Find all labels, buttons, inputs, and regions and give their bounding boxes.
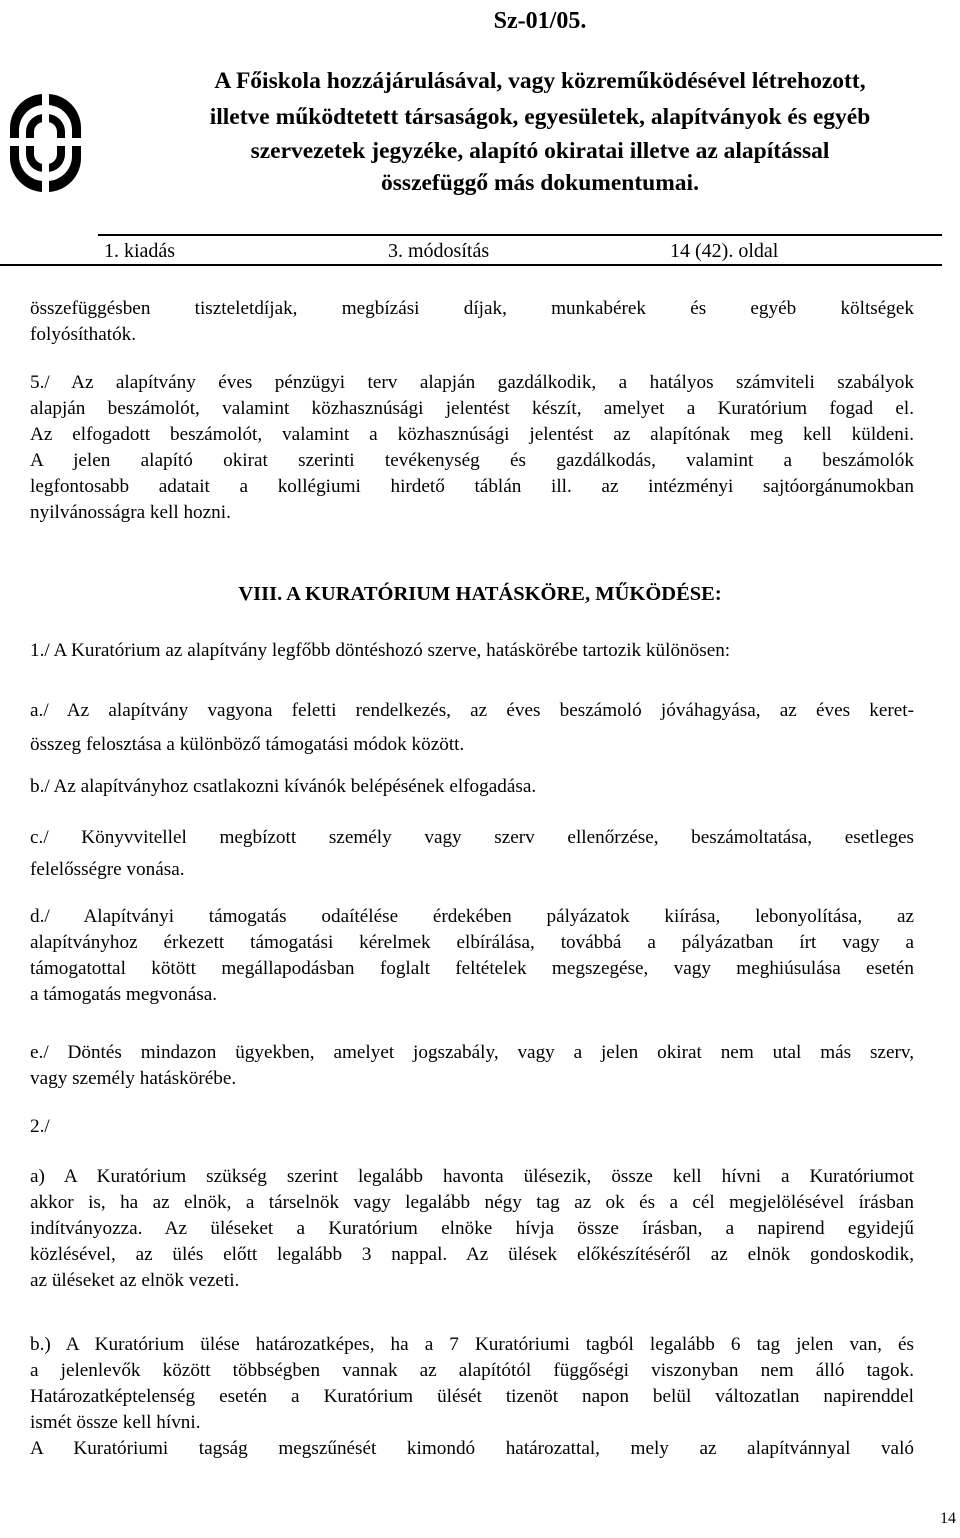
paragraph-1 [30, 638, 914, 664]
header-rule-top [98, 234, 942, 236]
text-line: folyósíthatók. [30, 324, 137, 345]
text-line: A jelen alapító okirat szerinti tevékenység és gazdálkodás, valamint a beszámolók [30, 450, 914, 471]
text-line: b.) A Kuratórium ülése határozatképes, ha a 7 Kuratóriumi tagból legalább 6 tag jelen van, és [30, 1334, 914, 1355]
institution-logo-icon [8, 88, 83, 198]
text-line: a jelenlevők között többségben vannak az alapítótól függőségi viszonyban nem álló tagok. [30, 1360, 914, 1381]
text-line: alapítványhoz érkezett támogatási kérelmek elbírálása, továbbá a pályázatban írt vagy a [30, 932, 914, 953]
text-line: indítványozza. Az üléseket a Kuratórium elnöke hívja össze írásban, a napirend egyidejű [30, 1218, 914, 1239]
item-a [30, 694, 914, 762]
paragraph-2a [30, 1164, 914, 1294]
edition-label: 1. kiadás [104, 240, 176, 262]
item-b [30, 774, 914, 800]
text-line: összefüggésben tiszteletdíjak, megbízási díjak, munkabérek és egyéb költségek [30, 298, 914, 319]
text-line: alapján beszámolót, valamint közhasznúsági jelentést készít, amelyet a Kuratórium fogad el. [30, 398, 914, 419]
item-c [30, 822, 914, 886]
text-line: Határozatképtelenség esetén a Kuratórium ülését tizenöt napon belül változatlan napirenddel [30, 1386, 914, 1407]
text-line: 5./ Az alapítvány éves pénzügyi terv alapján gazdálkodik, a hatályos számviteli szabályok [30, 372, 914, 393]
document-title-line: illetve működtetett társaságok, egyesületek, alapítványok és egyéb [209, 104, 871, 130]
page-of-total-label: 14 (42). oldal [670, 240, 779, 262]
document-title-line: összefüggő más dokumentumai. [381, 170, 699, 196]
revision-label: 3. módosítás [388, 240, 490, 262]
text-line: összeg felosztása a különböző támogatási módok között. [30, 734, 465, 755]
intro-paragraph [30, 296, 914, 348]
item-d [30, 904, 914, 1008]
text-line: az üléseket az elnök vezeti. [30, 1270, 240, 1291]
text-line: közlésével, az ülés előtt legalább 3 nappal. Az ülések előkészítéséről az elnök gondoskodik, [30, 1244, 914, 1265]
text-line: b./ Az alapítványhoz csatlakozni kívánók belépésének elfogadása. [30, 776, 537, 797]
item-e [30, 1040, 914, 1092]
text-line: nyilvánosságra kell hozni. [30, 502, 231, 523]
text-line: a./ Az alapítvány vagyona feletti rendelkezés, az éves beszámoló jóváhagyása, az éves keret- [30, 700, 914, 721]
document-code: Sz-01/05. [493, 8, 587, 34]
text-line: a támogatás megvonása. [30, 984, 218, 1005]
text-line: a) A Kuratórium szükség szerint legalább havonta ülésezik, össze kell hívni a Kuratóriumot [30, 1166, 914, 1187]
paragraph-5 [30, 370, 914, 526]
section-heading: VIII. A KURATÓRIUM HATÁSKÖRE, MŰKÖDÉSE: [238, 583, 722, 605]
text-line: ismét össze kell hívni. [30, 1412, 201, 1433]
text-line: támogatottal kötött megállapodásban foglalt feltételek megszegése, vagy meghiúsulása esetén [30, 958, 914, 979]
document-title-line: A Főiskola hozzájárulásával, vagy közreműködésével létrehozott, [214, 68, 866, 94]
document-title-line: szervezetek jegyzéke, alapító okiratai illetve az alapítással [250, 138, 830, 164]
paragraph-2-number [30, 1114, 914, 1140]
text-line: legfontosabb adatait a kollégiumi hirdető táblán ill. az intézményi sajtóorgánumokban [30, 476, 914, 497]
text-line: vagy személy hatáskörébe. [30, 1068, 237, 1089]
header-rule-bottom [0, 264, 942, 266]
text-line: 2./ [30, 1116, 50, 1137]
text-line: d./ Alapítványi támogatás odaítélése érdekében pályázatok kiírása, lebonyolítása, az [30, 906, 914, 927]
text-line: e./ Döntés mindazon ügyekben, amelyet jogszabály, vagy a jelen okirat nem utal más szerv, [30, 1042, 914, 1063]
page-number: 14 [940, 1510, 956, 1527]
text-line: akkor is, ha az elnök, a társelnök vagy legalább négy tag az ok és a cél megjelölésével írásban [30, 1192, 914, 1213]
text-line: 1./ A Kuratórium az alapítvány legfőbb döntéshozó szerve, hatáskörébe tartozik különösen: [30, 640, 731, 661]
paragraph-2b [30, 1332, 914, 1462]
text-line: A Kuratóriumi tagság megszűnését kimondó határozattal, mely az alapítvánnyal való [30, 1438, 914, 1459]
text-line: felelősségre vonása. [30, 859, 185, 880]
text-line: Az elfogadott beszámolót, valamint a közhasznúsági jelentést az alapítónak meg kell küldeni. [30, 424, 914, 445]
text-line: c./ Könyvvitellel megbízott személy vagy szerv ellenőrzése, beszámoltatása, esetleges [30, 827, 914, 848]
